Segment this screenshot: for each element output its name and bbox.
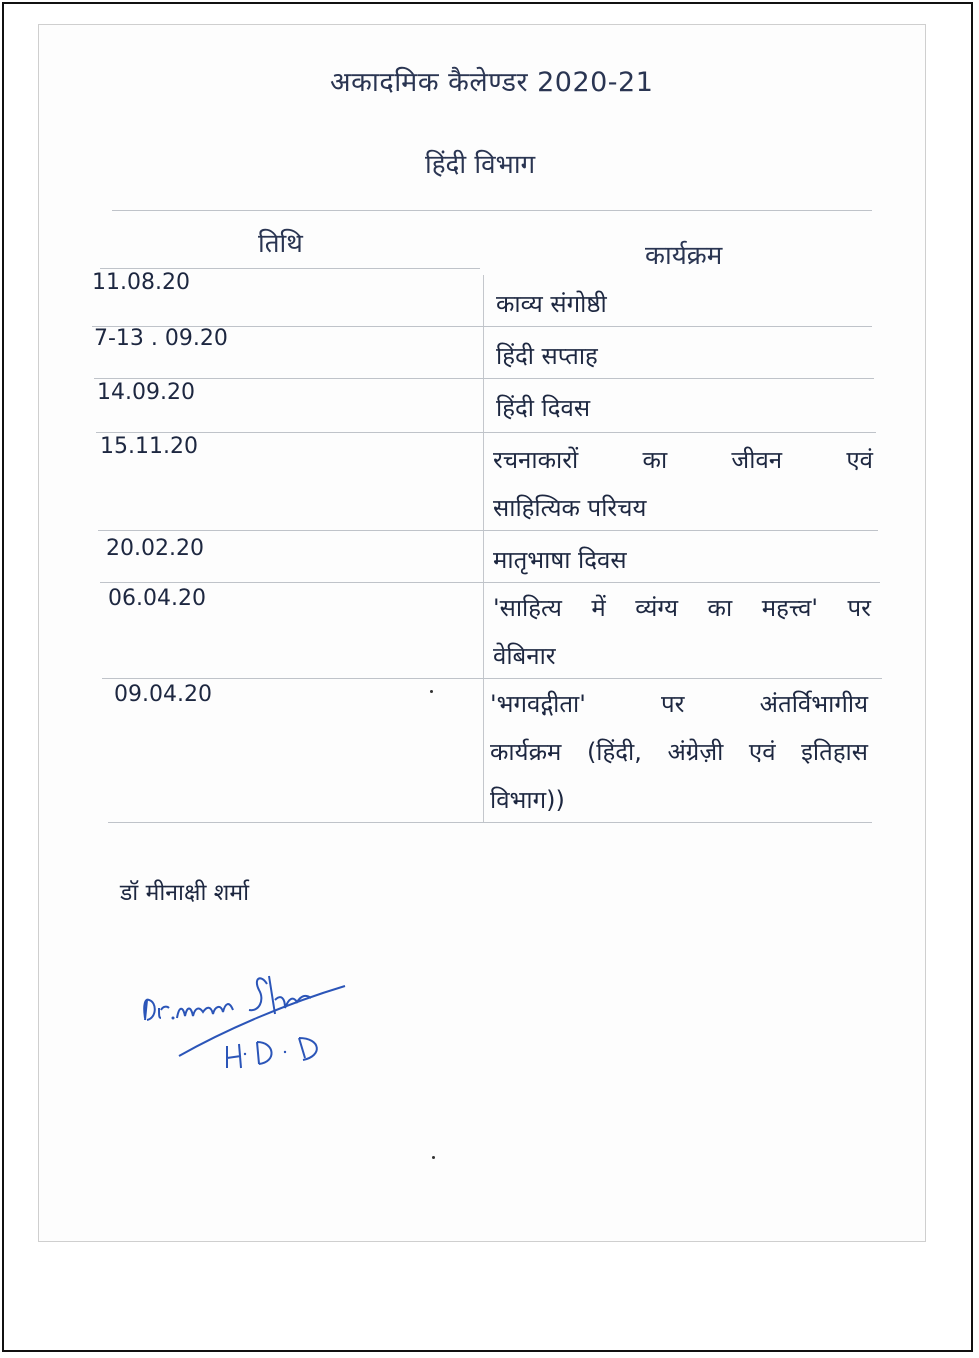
date-column-header: तिथि [258,229,303,259]
table-row-program: 'भगवद्गीता' पर अंतर्विभागीय कार्यक्रम (हिंदी, अंग्रेज़ी एवं इतिहास विभाग)) [490,690,868,814]
department-name: हिंदी विभाग [425,150,536,180]
row-rule [98,530,878,531]
table-row-date: 06.04.20 [108,586,206,611]
row-rule [102,678,882,679]
table-top-rule [112,210,872,211]
table-row-date: 14.09.20 [97,380,195,405]
row-rule [100,582,880,583]
row-rule [94,378,874,379]
table-row-date: 7-13 . 09.20 [94,326,228,351]
row-rule [96,432,876,433]
table-row-program: हिंदी सप्ताह [496,342,598,370]
scan-speck [430,690,433,693]
table-row-date: 11.08.20 [92,270,190,295]
table-row-date: 15.11.20 [100,434,198,459]
signature-icon [135,960,365,1080]
table-row-program: हिंदी दिवस [496,394,591,422]
table-row-program: काव्य संगोष्ठी [496,290,607,318]
document-title: अकादमिक कैलेण्डर 2020-21 [330,67,654,98]
column-divider [483,275,484,823]
table-row-date: 09.04.20 [114,682,212,707]
program-column-header: कार्यक्रम [645,241,723,271]
table-row-date: 20.02.20 [106,536,204,561]
table-bottom-rule [108,822,872,823]
table-row-program: 'साहित्य में व्यंग्य का महत्त्व' पर वेबिनार [493,594,871,670]
signatory-name: डॉ मीनाक्षी शर्मा [120,880,250,906]
header-rule [100,268,480,269]
table-row-program: रचनाकारों का जीवन एवं साहित्यिक परिचय [493,446,873,522]
table-row-program: मातृभाषा दिवस [493,546,627,574]
scan-speck [432,1156,435,1159]
